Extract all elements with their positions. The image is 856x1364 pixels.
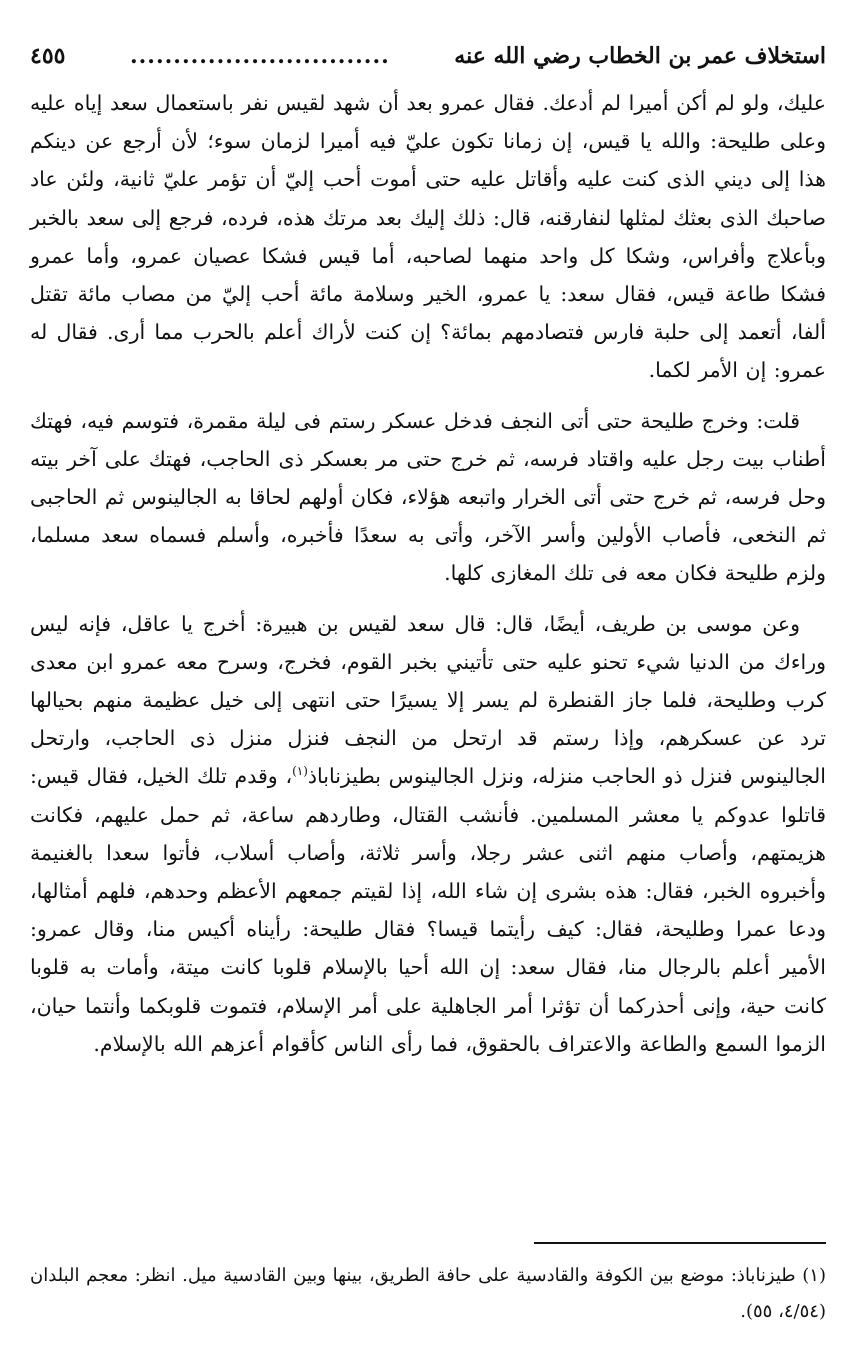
main-text bbox=[30, 84, 826, 1063]
paragraph-2: قلت: وخرج طليحة حتى أتى النجف فدخل عسكر رستم فى ليلة مقمرة، فتوسم فيه، فهتك أطناب بيت رجل عليه واقتاد فرسه، ثم خرج حتى مر بعسكر ذى الحاجب، فهتك على آخر بيته وحل فرسه، ثم خرج حتى أتى الخرار واتبعه هؤلاء، فكان أولهم لحاقا به الجالينوس ثم الحاجبى ثم النخعى، فأصاب الأولين وأسر الآخر، وأتى به سعدًا فأخبره، وأسلم فسماه سعد مسلما، ولزم طليحة فكان معه فى تلك المغازى كلها. bbox=[30, 408, 826, 586]
footnote: (١) طيزناباذ: موضع بين الكوفة والقادسية على حافة الطريق، بينها وبين القادسية ميل. انظر: معجم البلدان (٤/٥٤، ٥٥). bbox=[30, 1265, 826, 1322]
paragraph-3-part-2: ، وقدم تلك الخيل، فقال قيس: قاتلوا عدوكم يا معشر المسلمين. فأنشب القتال، وطاردهم ساعة، ثم حمل عليهم، فكانت هزيمتهم، وأصاب منهم اثنى عشر رجلا، وأسر ثلاثة، وأصاب أسلاب، فأتوا سعدا بالغنيمة وأخبروه الخبر، فقال: هذه بشرى إن شاء الله، إذا لقيتم جمعهم الأعظم وحدهم، فلهم أمثالها، ودعا عمرا وطليحة، فقال: كيف رأيتما قيسا؟ فقال طليحة: رأيناه أكيس منا، وقال عمرو: الأمير أعلم بالرجال منا، فقال سعد: إن الله أحيا بالإسلام قلوبا كانت ميتة، وأمات به قلوبا كانت حية، وإنى أحذركما أن تؤثرا أمر الجاهلية على أمر الإسلام، فتموت قلوبكما وأنتما حيان، الزموا السمع والطاعة والاعتراف بالحقوق، فما رأى الناس كأقوام أعزهم الله بالإسلام. bbox=[30, 764, 826, 1056]
paragraph-1: عليك، ولو لم أكن أميرا لم أدعك. فقال عمرو بعد أن شهد لقيس نفر باستعمال سعد إياه عليه وعلى طليحة: والله يا قيس، إن زمانا تكون عليّ فيه أميرا لزمان سوء؛ لأن أرجع عن دينكم هذا إلى ديني الذى كنت عليه وأقاتل عليه حتى أموت أحب إليّ أن تؤمر عليّ ثانية، ولئن عاد صاحبك الذى بعثك لمثلها لنفارقنه، قال: ذلك إليك بعد مرتك هذه، فرده، فرجع إلى سعد بالخبر وبأعلاج وأفراس، وشكا كل واحد منهما لصاحبه، أما قيس فشكا عصيان عمرو، وأما عمرو فشكا طاعة قيس، فقال سعد: يا عمرو، الخير وسلامة مائة أحب إليّ من مصاب مائة تقتل ألفا، أتعمد إلى حلبة فارس فتصادمهم بمائة؟ إن كنت لأراك أعلم بالحرب مما أرى. فقال له عمرو: إن الأمر لكما. bbox=[30, 91, 826, 383]
running-header bbox=[30, 36, 826, 76]
paragraph-3-part-1: وعن موسى بن طريف، أيضًا، قال: قال سعد لقيس بن هبيرة: أخرج يا عاقل، فإنه ليس وراءك من الدنيا شيء تحنو عليه حتى تأتيني بخبر القوم، فخرج، وسرح معه عمرو ابن معدى كرب وطليحة، فلما جاز القنطرة لم يسر إلا يسيرًا حتى انتهى إلى خيل عظيمة منهم بحيالها ترد عن عسكرهم، وإذا رستم قد ارتحل من النجف فنزل منزل ذى الحاجب، وارتحل الجالينوس فنزل ذو الحاجب منزله، ونزل الجالينوس بطيزناباذ bbox=[30, 611, 826, 789]
footnote-divider bbox=[534, 1242, 826, 1244]
header-leader-dots: .............................. bbox=[129, 43, 390, 69]
paragraph-3 bbox=[30, 605, 826, 1063]
footnote-reference[interactable]: (١) bbox=[292, 764, 308, 779]
page-number: ٤٥٥ bbox=[30, 43, 66, 69]
chapter-title: استخلاف عمر بن الخطاب رضي الله عنه bbox=[454, 43, 826, 69]
book-page bbox=[30, 36, 826, 1356]
